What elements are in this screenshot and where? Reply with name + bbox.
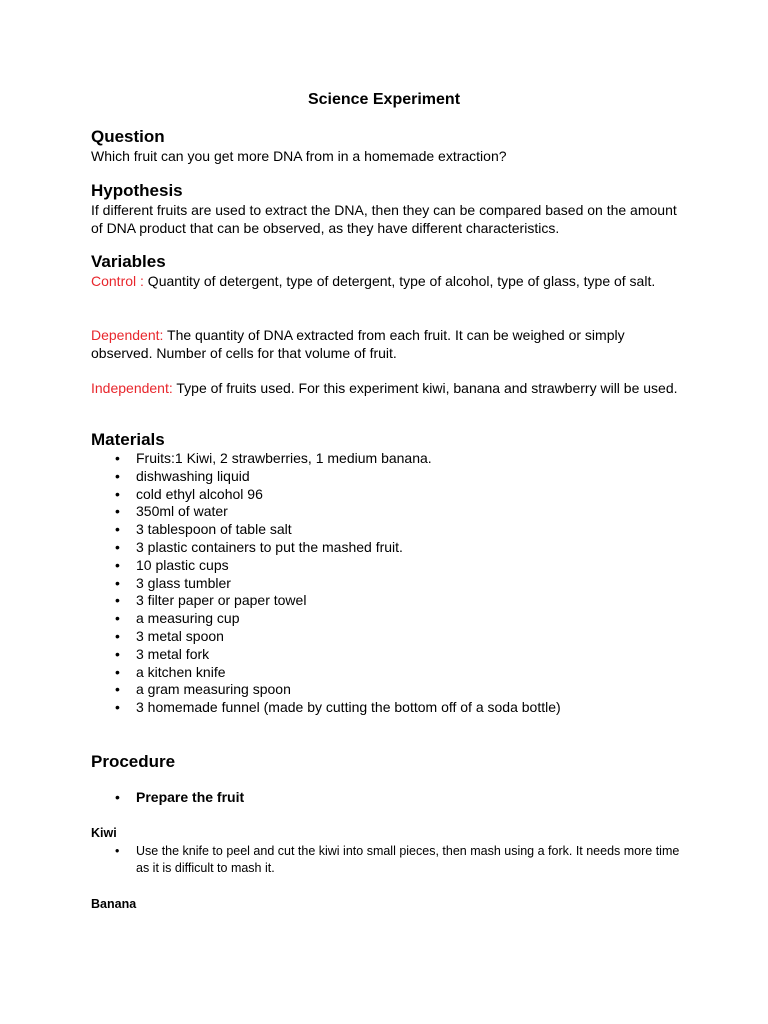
hypothesis-heading: Hypothesis: [91, 181, 183, 200]
list-item: • 3 glass tumbler: [91, 575, 561, 593]
dependent-text: The quantity of DNA extracted from each fruit. It can be weighed or simply observed. Number of cells for that volume of fruit.: [91, 327, 625, 361]
list-item: • 3 plastic containers to put the mashed fruit.: [91, 539, 561, 557]
list-item: • cold ethyl alcohol 96: [91, 486, 561, 504]
list-item: • a measuring cup: [91, 610, 561, 628]
question-heading: Question: [91, 127, 165, 146]
question-text: Which fruit can you get more DNA from in a homemade extraction?: [91, 148, 507, 164]
dependent-label: Dependent:: [91, 327, 164, 343]
independent-variable: [91, 379, 681, 397]
banana-heading: Banana: [91, 897, 137, 911]
materials-heading: Materials: [91, 430, 165, 449]
dependent-variable: [91, 326, 681, 362]
independent-label: Independent:: [91, 380, 173, 396]
variables-heading: Variables: [91, 252, 166, 271]
independent-text: Type of fruits used. For this experiment kiwi, banana and strawberry will be used.: [172, 380, 678, 396]
document-title: Science Experiment: [307, 91, 461, 108]
list-item: • 350ml of water: [91, 503, 561, 521]
bullet-icon: •: [115, 844, 120, 858]
control-label: Control: [91, 273, 137, 289]
list-item: • a kitchen knife: [91, 664, 561, 682]
list-item: • 3 filter paper or paper towel: [91, 592, 561, 610]
hypothesis-text: If different fruits are used to extract the DNA, then they can be compared based on the amount of DNA product that can be observed, as they have different characteristics.: [91, 202, 677, 236]
kiwi-heading: Kiwi: [91, 826, 117, 840]
procedure-step-label: Prepare the fruit: [136, 789, 245, 805]
list-item: • 3 metal fork: [91, 646, 561, 664]
list-item: • 3 homemade funnel (made by cutting the bottom off of a soda bottle): [91, 699, 561, 717]
procedure-heading: Procedure: [91, 752, 176, 771]
list-item: • 3 metal spoon: [91, 628, 561, 646]
kiwi-step: [91, 843, 691, 877]
control-text: Quantity of detergent, type of detergent, type of alcohol, type of glass, type of salt.: [143, 273, 656, 289]
control-variable: [91, 272, 681, 290]
control-separator: :: [136, 273, 144, 289]
list-item: • a gram measuring spoon: [91, 681, 561, 699]
list-item: • 10 plastic cups: [91, 557, 561, 575]
materials-list: [91, 450, 561, 717]
list-item: • dishwashing liquid: [91, 468, 561, 486]
list-item: • 3 tablespoon of table salt: [91, 521, 561, 539]
kiwi-step-text: Use the knife to peel and cut the kiwi into small pieces, then mash using a fork. It needs more time as it is difficult to mash it.: [136, 844, 680, 875]
bullet-icon: •: [115, 789, 120, 805]
list-item: • Fruits:1 Kiwi, 2 strawberries, 1 medium banana.: [91, 450, 561, 468]
